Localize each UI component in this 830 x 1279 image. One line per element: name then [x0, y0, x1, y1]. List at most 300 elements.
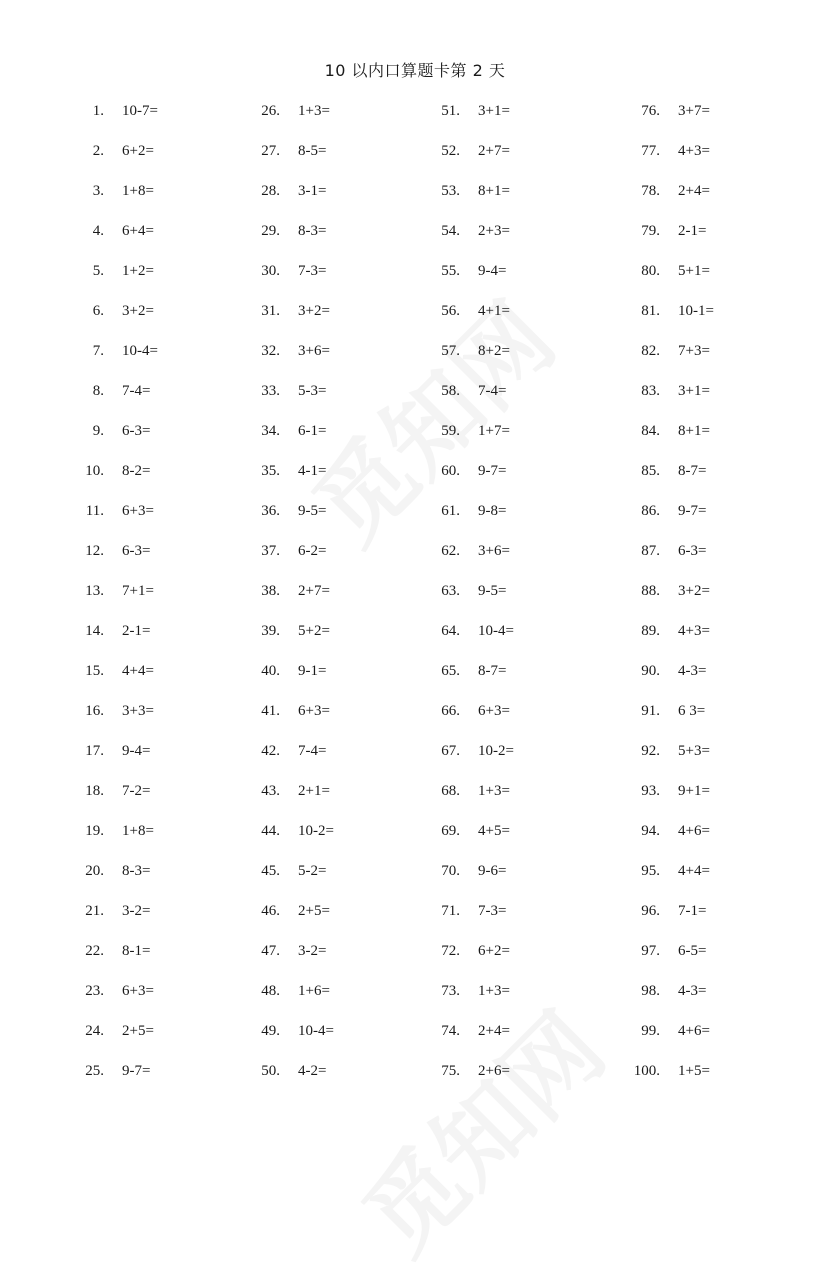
problem-number: 74.: [441, 1023, 460, 1039]
problem-item: [626, 979, 714, 1019]
problem-expression: 5+3=: [678, 743, 710, 759]
problem-item: [246, 899, 334, 939]
problem-item: [70, 619, 158, 659]
problem-number: 55.: [441, 263, 460, 279]
problem-item: [426, 579, 514, 619]
problem-number: 37.: [261, 543, 280, 559]
problem-expression: 1+3=: [478, 983, 510, 999]
problem-item: [246, 739, 334, 779]
problem-expression: 1+7=: [478, 423, 510, 439]
problem-number: 99.: [641, 1023, 660, 1039]
problem-item: [426, 419, 514, 459]
problem-item: [426, 379, 514, 419]
problem-item: [246, 619, 334, 659]
problem-item: [246, 1019, 334, 1059]
problem-item: [426, 619, 514, 659]
problem-item: [626, 379, 714, 419]
problem-number: 32.: [261, 343, 280, 359]
problem-expression: 2+3=: [478, 223, 510, 239]
problem-item: [626, 499, 714, 539]
problem-expression: 10-1=: [678, 303, 714, 319]
problem-expression: 2+7=: [478, 143, 510, 159]
problem-item: [626, 1059, 714, 1099]
problem-expression: 2+6=: [478, 1063, 510, 1079]
problem-item: [70, 539, 158, 579]
problem-item: [626, 539, 714, 579]
problem-expression: 1+2=: [122, 263, 154, 279]
problem-number: 11.: [85, 503, 104, 519]
problem-number: 90.: [641, 663, 660, 679]
problem-number: 15.: [85, 663, 104, 679]
problem-expression: 1+3=: [478, 783, 510, 799]
problem-item: [426, 179, 514, 219]
problem-expression: 8-3=: [298, 223, 327, 239]
problem-item: [426, 259, 514, 299]
problem-expression: 2+1=: [298, 783, 330, 799]
problem-item: [426, 899, 514, 939]
problem-number: 93.: [641, 783, 660, 799]
problem-number: 53.: [441, 183, 460, 199]
problem-expression: 9-6=: [478, 863, 507, 879]
problem-expression: 8-1=: [122, 943, 151, 959]
problem-expression: 6-1=: [298, 423, 327, 439]
problem-number: 91.: [641, 703, 660, 719]
problem-expression: 4+6=: [678, 823, 710, 839]
problem-expression: 7-3=: [298, 263, 327, 279]
problem-item: [626, 179, 714, 219]
problem-number: 46.: [261, 903, 280, 919]
problem-number: 26.: [261, 103, 280, 119]
problem-number: 86.: [641, 503, 660, 519]
problem-expression: 10-2=: [478, 743, 514, 759]
problem-number: 30.: [261, 263, 280, 279]
problem-item: [70, 1019, 158, 1059]
problem-number: 16.: [85, 703, 104, 719]
problem-number: 27.: [261, 143, 280, 159]
problem-expression: 10-4=: [478, 623, 514, 639]
problem-number: 80.: [641, 263, 660, 279]
problem-item: [626, 299, 714, 339]
problem-number: 12.: [85, 543, 104, 559]
problem-number: 98.: [641, 983, 660, 999]
problem-item: [626, 139, 714, 179]
problem-number: 36.: [261, 503, 280, 519]
problem-item: [426, 939, 514, 979]
problem-number: 73.: [441, 983, 460, 999]
problem-item: [70, 979, 158, 1019]
problem-item: [426, 659, 514, 699]
problem-number: 65.: [441, 663, 460, 679]
problem-expression: 6+3=: [298, 703, 330, 719]
problem-item: [626, 899, 714, 939]
problem-expression: 7+3=: [678, 343, 710, 359]
problem-expression: 3-2=: [298, 943, 327, 959]
problem-item: [626, 939, 714, 979]
problem-item: [626, 259, 714, 299]
problem-expression: 4-1=: [298, 463, 327, 479]
problem-item: [626, 699, 714, 739]
problem-number: 100.: [633, 1063, 660, 1079]
problem-number: 67.: [441, 743, 460, 759]
problem-item: [246, 419, 334, 459]
problem-number: 75.: [441, 1063, 460, 1079]
problem-number: 54.: [441, 223, 460, 239]
problem-item: [70, 219, 158, 259]
problem-column-3: [426, 99, 514, 1099]
problem-number: 64.: [441, 623, 460, 639]
problem-item: [246, 859, 334, 899]
problem-expression: 6 3=: [678, 703, 706, 719]
problem-expression: 8-3=: [122, 863, 151, 879]
problem-item: [70, 939, 158, 979]
problem-number: 81.: [641, 303, 660, 319]
problem-expression: 4+3=: [678, 623, 710, 639]
problem-number: 49.: [261, 1023, 280, 1039]
problem-number: 43.: [261, 783, 280, 799]
problem-item: [70, 379, 158, 419]
problem-expression: 3+3=: [122, 703, 154, 719]
problem-number: 8.: [92, 383, 104, 399]
problem-number: 23.: [85, 983, 104, 999]
problem-expression: 6+3=: [122, 503, 154, 519]
problem-expression: 6-2=: [298, 543, 327, 559]
problem-item: [70, 259, 158, 299]
problem-expression: 4+6=: [678, 1023, 710, 1039]
problem-expression: 8+2=: [478, 343, 510, 359]
problem-number: 9.: [92, 423, 104, 439]
problem-expression: 9-7=: [122, 1063, 151, 1079]
problem-item: [626, 819, 714, 859]
problem-expression: 7-3=: [478, 903, 507, 919]
problem-expression: 3+1=: [478, 103, 510, 119]
problem-expression: 2+4=: [478, 1023, 510, 1039]
problem-expression: 1+5=: [678, 1063, 710, 1079]
problem-number: 29.: [261, 223, 280, 239]
problem-number: 13.: [85, 583, 104, 599]
problem-expression: 4-3=: [678, 983, 707, 999]
problem-number: 20.: [85, 863, 104, 879]
problem-expression: 3+2=: [678, 583, 710, 599]
problem-number: 76.: [641, 103, 660, 119]
problem-expression: 4+3=: [678, 143, 710, 159]
problem-item: [246, 339, 334, 379]
problem-number: 69.: [441, 823, 460, 839]
problem-expression: 6+3=: [478, 703, 510, 719]
problem-number: 6.: [92, 303, 104, 319]
problem-expression: 6-3=: [122, 543, 151, 559]
problem-expression: 9-7=: [678, 503, 707, 519]
problem-expression: 7+1=: [122, 583, 154, 599]
problem-number: 10.: [85, 463, 104, 479]
problem-item: [70, 179, 158, 219]
problem-number: 35.: [261, 463, 280, 479]
problem-item: [246, 219, 334, 259]
problem-number: 94.: [641, 823, 660, 839]
problem-number: 38.: [261, 583, 280, 599]
problem-expression: 1+8=: [122, 183, 154, 199]
problem-expression: 2+5=: [122, 1023, 154, 1039]
problem-item: [626, 219, 714, 259]
problem-number: 47.: [261, 943, 280, 959]
problem-item: [70, 699, 158, 739]
problem-item: [246, 979, 334, 1019]
problem-number: 39.: [261, 623, 280, 639]
problem-number: 97.: [641, 943, 660, 959]
problem-expression: 9-4=: [122, 743, 151, 759]
problem-item: [70, 579, 158, 619]
problem-expression: 9-5=: [478, 583, 507, 599]
problem-number: 24.: [85, 1023, 104, 1039]
problem-item: [246, 939, 334, 979]
problem-item: [246, 299, 334, 339]
problem-expression: 9-1=: [298, 663, 327, 679]
problem-number: 92.: [641, 743, 660, 759]
problem-number: 51.: [441, 103, 460, 119]
problem-number: 1.: [92, 103, 104, 119]
problem-expression: 7-4=: [478, 383, 507, 399]
problem-item: [426, 699, 514, 739]
problem-number: 18.: [85, 783, 104, 799]
problem-number: 59.: [441, 423, 460, 439]
problem-number: 83.: [641, 383, 660, 399]
problem-item: [70, 899, 158, 939]
problem-expression: 9-5=: [298, 503, 327, 519]
problem-number: 61.: [441, 503, 460, 519]
problem-item: [246, 1059, 334, 1099]
problem-item: [246, 699, 334, 739]
problem-item: [626, 419, 714, 459]
problem-expression: 1+6=: [298, 983, 330, 999]
problem-item: [70, 419, 158, 459]
problem-number: 22.: [85, 943, 104, 959]
problem-item: [246, 259, 334, 299]
problem-item: [626, 739, 714, 779]
problem-number: 14.: [85, 623, 104, 639]
problem-number: 19.: [85, 823, 104, 839]
problem-expression: 3-1=: [298, 183, 327, 199]
problem-item: [426, 139, 514, 179]
problem-expression: 10-7=: [122, 103, 158, 119]
problem-item: [426, 99, 514, 139]
problem-expression: 5+2=: [298, 623, 330, 639]
problem-expression: 2+7=: [298, 583, 330, 599]
problem-expression: 7-4=: [122, 383, 151, 399]
problem-expression: 8-7=: [678, 463, 707, 479]
problem-item: [70, 499, 158, 539]
problem-expression: 8-5=: [298, 143, 327, 159]
problem-expression: 3-2=: [122, 903, 151, 919]
problem-item: [626, 339, 714, 379]
problem-expression: 6+2=: [122, 143, 154, 159]
problem-item: [246, 539, 334, 579]
problem-number: 4.: [92, 223, 104, 239]
problem-item: [246, 819, 334, 859]
problem-expression: 4+1=: [478, 303, 510, 319]
problem-item: [626, 659, 714, 699]
problem-expression: 1+8=: [122, 823, 154, 839]
problem-expression: 6-3=: [678, 543, 707, 559]
problem-number: 57.: [441, 343, 460, 359]
problem-expression: 9-8=: [478, 503, 507, 519]
problem-expression: 2-1=: [678, 223, 707, 239]
problem-item: [246, 779, 334, 819]
problem-column-1: [70, 99, 158, 1099]
problem-item: [426, 339, 514, 379]
problem-number: 58.: [441, 383, 460, 399]
problem-expression: 6+4=: [122, 223, 154, 239]
problem-item: [426, 1059, 514, 1099]
problem-expression: 3+6=: [478, 543, 510, 559]
problem-item: [246, 179, 334, 219]
problem-expression: 7-4=: [298, 743, 327, 759]
problem-item: [626, 859, 714, 899]
problem-item: [626, 779, 714, 819]
problem-column-4: [626, 99, 714, 1099]
problem-number: 95.: [641, 863, 660, 879]
problem-item: [626, 619, 714, 659]
problem-item: [426, 1019, 514, 1059]
problem-number: 52.: [441, 143, 460, 159]
problem-number: 3.: [92, 183, 104, 199]
problem-expression: 6-5=: [678, 943, 707, 959]
problem-expression: 3+2=: [298, 303, 330, 319]
problem-expression: 3+2=: [122, 303, 154, 319]
problem-number: 17.: [85, 743, 104, 759]
problem-number: 70.: [441, 863, 460, 879]
problem-expression: 5+1=: [678, 263, 710, 279]
problem-number: 78.: [641, 183, 660, 199]
problem-expression: 8+1=: [678, 423, 710, 439]
problem-item: [70, 859, 158, 899]
problem-item: [246, 499, 334, 539]
problem-item: [246, 379, 334, 419]
problem-number: 2.: [92, 143, 104, 159]
problem-item: [70, 139, 158, 179]
problem-expression: 4+5=: [478, 823, 510, 839]
problem-expression: 10-4=: [122, 343, 158, 359]
problem-number: 85.: [641, 463, 660, 479]
problem-item: [426, 819, 514, 859]
problem-number: 56.: [441, 303, 460, 319]
problem-item: [626, 99, 714, 139]
problem-number: 84.: [641, 423, 660, 439]
problem-expression: 4-3=: [678, 663, 707, 679]
problem-number: 62.: [441, 543, 460, 559]
problem-expression: 9-4=: [478, 263, 507, 279]
problem-expression: 8-7=: [478, 663, 507, 679]
problem-number: 63.: [441, 583, 460, 599]
problem-item: [426, 779, 514, 819]
problem-item: [426, 539, 514, 579]
problem-expression: 1+3=: [298, 103, 330, 119]
problem-expression: 4+4=: [678, 863, 710, 879]
problem-item: [70, 659, 158, 699]
problem-item: [70, 1059, 158, 1099]
problem-expression: 9+1=: [678, 783, 710, 799]
problem-number: 82.: [641, 343, 660, 359]
problem-expression: 2+5=: [298, 903, 330, 919]
problem-expression: 5-3=: [298, 383, 327, 399]
problem-expression: 8-2=: [122, 463, 151, 479]
problem-number: 33.: [261, 383, 280, 399]
page-title: 10 以内口算题卡第 2 天: [324, 61, 506, 80]
problem-item: [626, 579, 714, 619]
problem-number: 21.: [85, 903, 104, 919]
problem-number: 87.: [641, 543, 660, 559]
problem-number: 66.: [441, 703, 460, 719]
problem-number: 72.: [441, 943, 460, 959]
problem-number: 96.: [641, 903, 660, 919]
problem-item: [70, 339, 158, 379]
problem-number: 48.: [261, 983, 280, 999]
problem-item: [70, 739, 158, 779]
problem-item: [426, 219, 514, 259]
problem-expression: 8+1=: [478, 183, 510, 199]
problem-expression: 4-2=: [298, 1063, 327, 1079]
problem-item: [70, 779, 158, 819]
problem-item: [246, 459, 334, 499]
problem-number: 60.: [441, 463, 460, 479]
problem-expression: 6+2=: [478, 943, 510, 959]
problem-number: 31.: [261, 303, 280, 319]
problem-expression: 2-1=: [122, 623, 151, 639]
problem-item: [70, 819, 158, 859]
problem-item: [426, 739, 514, 779]
problem-item: [626, 1019, 714, 1059]
problem-item: [70, 99, 158, 139]
problem-number: 5.: [92, 263, 104, 279]
problem-column-2: [246, 99, 334, 1099]
problem-item: [426, 459, 514, 499]
problem-number: 71.: [441, 903, 460, 919]
problem-item: [426, 979, 514, 1019]
problem-number: 34.: [261, 423, 280, 439]
problem-expression: 6-3=: [122, 423, 151, 439]
problem-expression: 3+6=: [298, 343, 330, 359]
problem-expression: 2+4=: [678, 183, 710, 199]
problem-number: 7.: [92, 343, 104, 359]
problem-expression: 10-4=: [298, 1023, 334, 1039]
problem-number: 50.: [261, 1063, 280, 1079]
problem-item: [426, 299, 514, 339]
problem-number: 88.: [641, 583, 660, 599]
problem-item: [426, 499, 514, 539]
problem-expression: 3+1=: [678, 383, 710, 399]
problem-number: 68.: [441, 783, 460, 799]
problem-expression: 5-2=: [298, 863, 327, 879]
problem-number: 45.: [261, 863, 280, 879]
problem-number: 40.: [261, 663, 280, 679]
problem-item: [70, 299, 158, 339]
problem-number: 41.: [261, 703, 280, 719]
problem-expression: 7-2=: [122, 783, 151, 799]
problem-number: 77.: [641, 143, 660, 159]
problem-expression: 9-7=: [478, 463, 507, 479]
problem-expression: 3+7=: [678, 103, 710, 119]
problem-number: 28.: [261, 183, 280, 199]
problem-expression: 6+3=: [122, 983, 154, 999]
problem-item: [70, 459, 158, 499]
problem-item: [626, 459, 714, 499]
problem-expression: 10-2=: [298, 823, 334, 839]
problem-number: 42.: [261, 743, 280, 759]
problem-number: 79.: [641, 223, 660, 239]
problem-expression: 7-1=: [678, 903, 707, 919]
problem-item: [246, 139, 334, 179]
problem-expression: 4+4=: [122, 663, 154, 679]
problem-item: [426, 859, 514, 899]
problem-number: 44.: [261, 823, 280, 839]
